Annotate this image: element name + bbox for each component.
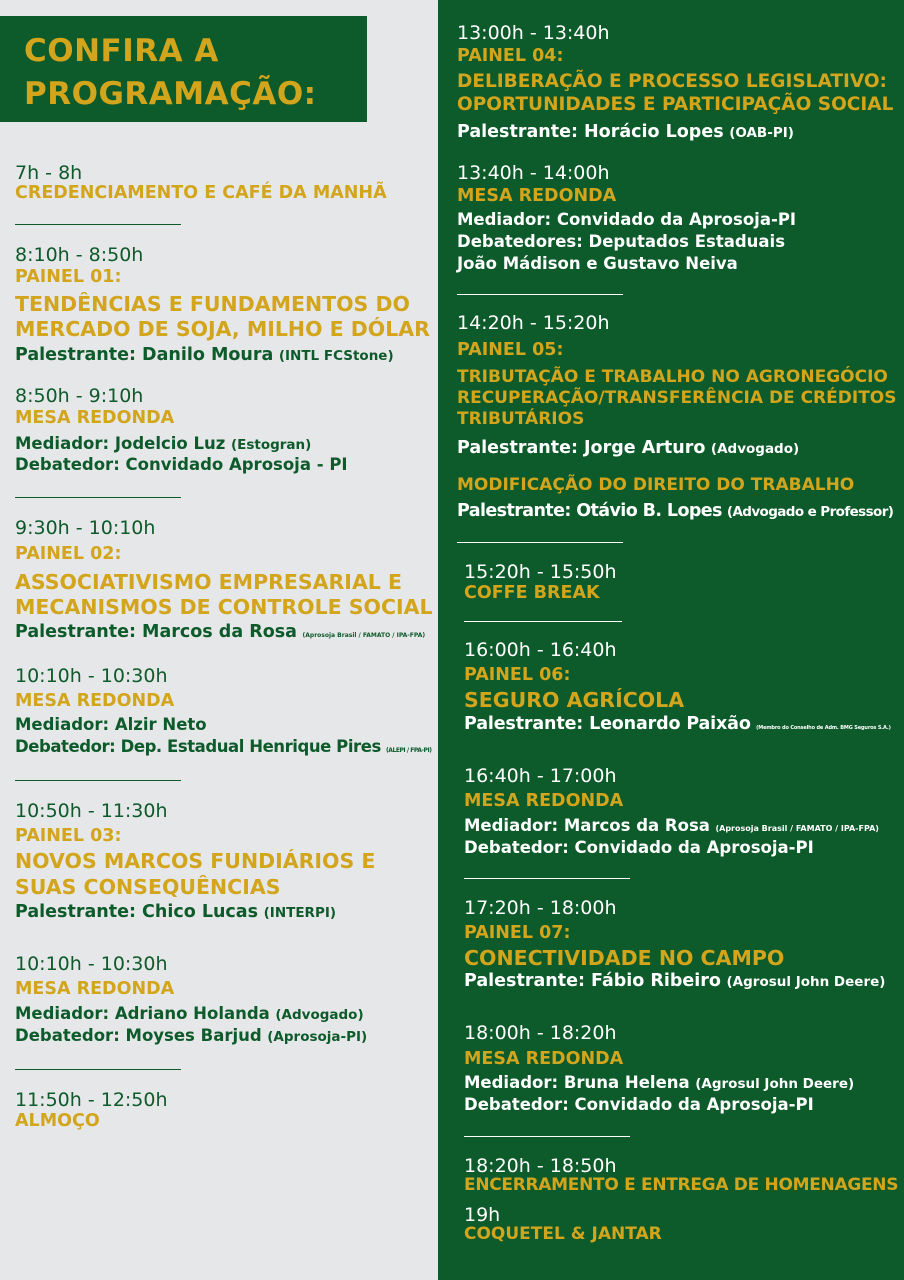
session-title: COFFE BREAK (464, 583, 600, 603)
debater-org: (Aprosoja-PI) (267, 1029, 368, 1045)
session-time: 13:40h - 14:00h (457, 162, 610, 184)
debater (15, 1028, 367, 1045)
speaker (464, 973, 885, 991)
session-time: 18:20h - 18:50h (464, 1155, 617, 1177)
panel-label: PAINEL 06: (464, 665, 571, 685)
divider (464, 1136, 630, 1137)
session-title: SUAS CONSEQUÊNCIAS (15, 875, 281, 899)
session-time: 8:50h - 9:10h (15, 385, 144, 407)
speaker-name: Palestrante: Otávio B. Lopes (457, 501, 722, 521)
session-time: 10:10h - 10:30h (15, 953, 168, 975)
speaker-org: (OAB-PI) (729, 125, 794, 141)
session-time: 19h (464, 1204, 501, 1226)
speaker (15, 904, 336, 922)
speaker-org: (Aprosoja Brasil / FAMATO / IPA-FPA) (302, 632, 426, 639)
panel-label: PAINEL 05: (457, 340, 564, 360)
speaker-org: (INTL FCStone) (278, 348, 394, 364)
divider (457, 294, 623, 295)
divider (464, 621, 622, 622)
session-title: ALMOÇO (15, 1111, 100, 1131)
session-title: RECUPERAÇÃO/TRANSFERÊNCIA DE CRÉDITOS (457, 388, 897, 408)
speaker-name: Palestrante: Fábio Ribeiro (464, 971, 721, 991)
speaker-org: (Advogado) (710, 441, 800, 457)
session-title: MESA REDONDA (464, 1049, 624, 1069)
session-title: CREDENCIAMENTO E CAFÉ DA MANHÃ (15, 183, 387, 203)
page-title (0, 16, 367, 122)
panel-label: PAINEL 07: (464, 923, 571, 943)
session-title: ENCERRAMENTO E ENTREGA DE HOMENAGENS (464, 1175, 899, 1195)
debater (15, 739, 432, 756)
session-title: NOVOS MARCOS FUNDIÁRIOS E (15, 849, 376, 873)
session-title: MESA REDONDA (15, 979, 175, 999)
session-title: TRIBUTÁRIOS (457, 409, 585, 429)
speaker-name: Palestrante: Chico Lucas (15, 902, 259, 922)
speaker-name: Palestrante: Danilo Moura (15, 345, 274, 365)
speaker-org: (INTERPI) (263, 905, 337, 921)
session-time: 17:20h - 18:00h (464, 897, 617, 919)
debater: Debatedor: Convidado Aprosoja - PI (15, 455, 348, 474)
session-title: MESA REDONDA (15, 408, 175, 428)
debater-name: Debatedor: Moyses Barjud (15, 1026, 262, 1045)
speaker-org: (Membro do Conselho de Adm. BMG Seguros S.A.) (756, 725, 891, 731)
session-time: 14:20h - 15:20h (457, 312, 610, 334)
panel-label: PAINEL 03: (15, 826, 122, 846)
debater: Debatedores: Deputados Estaduais (457, 232, 786, 251)
divider (15, 780, 181, 781)
debater: Debatedor: Convidado da Aprosoja-PI (464, 1095, 814, 1114)
session-title: MECANISMOS DE CONTROLE SOCIAL (15, 595, 433, 619)
moderator-name: Mediador: Marcos da Rosa (464, 816, 710, 835)
title-line-2: PROGRAMAÇÃO: (24, 76, 317, 112)
debater-name: Debatedor: Dep. Estadual Henrique Pires (15, 737, 381, 756)
session-time: 18:00h - 18:20h (464, 1022, 617, 1044)
session-title: TENDÊNCIAS E FUNDAMENTOS DO (15, 292, 410, 316)
session-title: SEGURO AGRÍCOLA (464, 688, 685, 712)
session-title: DELIBERAÇÃO E PROCESSO LEGISLATIVO: (457, 71, 887, 92)
session-title: MESA REDONDA (464, 791, 624, 811)
moderator (15, 436, 311, 453)
divider (15, 497, 181, 498)
session-title: ASSOCIATIVISMO EMPRESARIAL E (15, 570, 403, 594)
moderator: Mediador: Alzir Neto (15, 715, 207, 734)
session-time: 13:00h - 13:40h (457, 22, 610, 44)
session-title: COQUETEL & JANTAR (464, 1224, 662, 1244)
moderator (15, 1006, 364, 1023)
speaker (457, 124, 794, 142)
session-time: 15:20h - 15:50h (464, 561, 617, 583)
debater-org: (ALEPI / FPA-PI) (385, 747, 432, 754)
moderator-org: (Aprosoja Brasil / FAMATO / IPA-FPA) (715, 824, 879, 833)
session-title: MESA REDONDA (15, 691, 175, 711)
moderator-org: (Agrosul John Deere) (695, 1076, 855, 1092)
speaker-name: Palestrante: Marcos da Rosa (15, 622, 297, 642)
divider (457, 542, 623, 543)
speaker (464, 716, 891, 734)
speaker-org: (Agrosul John Deere) (726, 974, 886, 990)
moderator-org: (Advogado) (275, 1007, 364, 1023)
speaker-name: Palestrante: Horácio Lopes (457, 122, 724, 142)
debater-names: João Mádison e Gustavo Neiva (457, 254, 738, 273)
session-time: 16:00h - 16:40h (464, 639, 617, 661)
session-title: MESA REDONDA (457, 186, 617, 206)
moderator-name: Mediador: Bruna Helena (464, 1073, 690, 1092)
session-time: 10:10h - 10:30h (15, 665, 168, 687)
panel-label: PAINEL 01: (15, 267, 122, 287)
speaker-org: (Advogado e Professor) (726, 504, 894, 520)
moderator: Mediador: Convidado da Aprosoja-PI (457, 210, 797, 229)
speaker (457, 440, 799, 458)
moderator-name: Mediador: Jodelcio Luz (15, 434, 226, 453)
divider (15, 224, 181, 225)
speaker-name: Palestrante: Jorge Arturo (457, 438, 706, 458)
session-title: OPORTUNIDADES E PARTICIPAÇÃO SOCIAL (457, 94, 894, 115)
session-time: 16:40h - 17:00h (464, 765, 617, 787)
session-title: MERCADO DE SOJA, MILHO E DÓLAR (15, 317, 430, 341)
speaker (457, 503, 893, 521)
debater: Debatedor: Convidado da Aprosoja-PI (464, 838, 814, 857)
speaker-name: Palestrante: Leonardo Paixão (464, 714, 751, 734)
moderator-name: Mediador: Adriano Holanda (15, 1004, 270, 1023)
panel-label: PAINEL 02: (15, 544, 122, 564)
session-title: TRIBUTAÇÃO E TRABALHO NO AGRONEGÓCIO (457, 367, 888, 387)
session-time: 7h - 8h (15, 162, 83, 184)
panel-label: PAINEL 04: (457, 46, 564, 66)
speaker (15, 624, 425, 642)
session-time: 10:50h - 11:30h (15, 800, 168, 822)
session-time: 9:30h - 10:10h (15, 517, 156, 539)
divider (15, 1069, 181, 1070)
session-time: 11:50h - 12:50h (15, 1089, 168, 1111)
divider (464, 878, 630, 879)
moderator (464, 818, 879, 835)
speaker (15, 347, 394, 365)
moderator (464, 1075, 854, 1092)
session-title: CONECTIVIDADE NO CAMPO (464, 946, 785, 970)
session-time: 8:10h - 8:50h (15, 244, 144, 266)
title-line-1: CONFIRA A (24, 33, 219, 69)
session-title: MODIFICAÇÃO DO DIREITO DO TRABALHO (457, 475, 855, 495)
moderator-org: (Estogran) (230, 437, 312, 453)
